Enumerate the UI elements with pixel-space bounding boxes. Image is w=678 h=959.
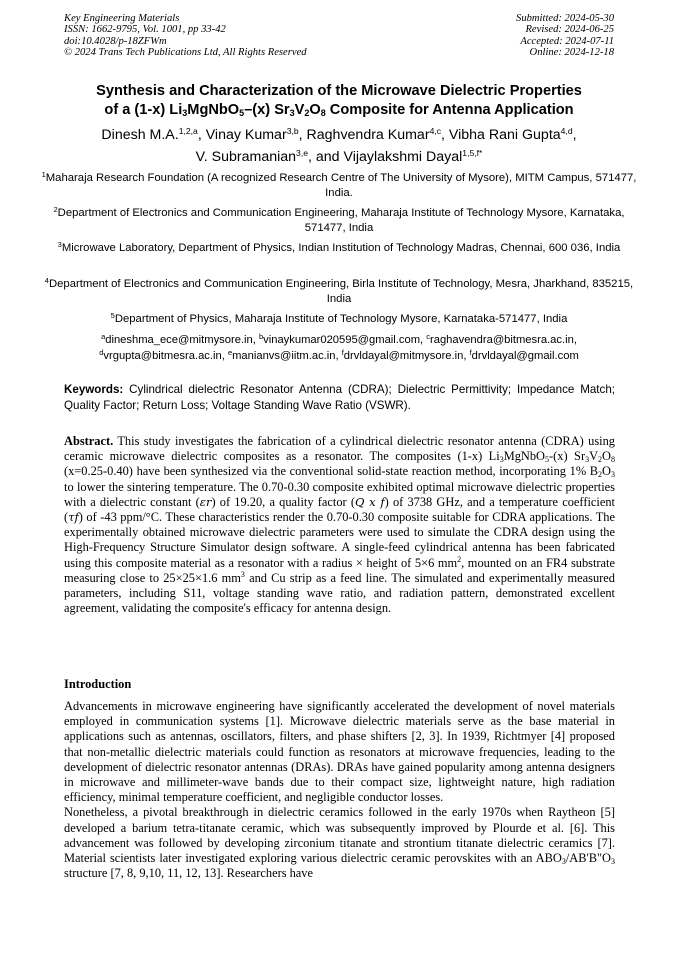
copyright: © 2024 Trans Tech Publications Ltd, All Rights Reserved [64, 46, 307, 58]
abstract-text: V [589, 449, 599, 464]
affiliation-4 [40, 277, 638, 307]
email-list [40, 332, 638, 364]
author-name: , Raghvendra Kumar [298, 127, 430, 143]
intro-text: Nonetheless, a pivotal breakthrough in dielectric ceramics followed in the early 1970s when Raytheon [5] developed a barium tetra-titanate ceramic, which was subsequently improved by Plourde et al. [6]. This advancement was followed by developing zirconium titanate and strontium titanate dielectric ceramics [7]. Material scientists later investigated exploring various dielectric ceramic perovskites with an ABO [64, 805, 615, 866]
affiliation-3 [40, 241, 638, 256]
title-text: O [309, 102, 321, 118]
affil-text: Department of Electronics and Communication Engineering, Maharaja Institute of Technology Mysore, Karnataka, 571477, India [57, 207, 625, 234]
abstract-text: -(x) Sr [549, 449, 586, 464]
subscript: 3 [585, 455, 590, 465]
abstract-text: , mounted on an FR4 substrate measuring close to 25×25×1.6 mm [64, 555, 615, 585]
author-name: , and Vijaylakshmi Dayal [308, 149, 463, 165]
author-affil: 3,e [296, 148, 308, 158]
author-name: Dinesh M.A. [101, 127, 179, 143]
title-line-1: Synthesis and Characterization of the Microwave Dielectric Properties [96, 83, 582, 99]
doi[interactable]: doi:10.4028/p-18ZFWm [64, 35, 167, 47]
author-affil: 3,b [286, 126, 299, 136]
intro-paragraph-1: Advancements in microwave engineering have significantly accelerated the development of novel materials employed in communication systems [1]. Microwave dielectric materials serve as the base material in applications such as antennas, oscillators, filters, and phase shifters [2, 3]. In 1939, Richtmyer [4] proposed that non-metallic dielectric materials could function as resonators at microwave frequencies, leading to the development of dielectric resonator antennas (DRAs). DRAs have gained popularity among antenna designers in microwave and millimeter-wave bands due to their compact size, lightweight nature, high radiation efficiency, minimal temperature coefficient, and negligible conductor losses. [64, 699, 615, 805]
abstract-text: This study investigates the fabrication of a cylindrical dielectric resonator antenna (CDRA) using ceramic microwave dielectric composites as a resonator. The composites (1-x) Li [64, 434, 615, 464]
superscript: 2 [457, 554, 462, 564]
affil-text: Department of Physics, Maharaja Institute of Technology Mysore, Karnataka-571477, India [114, 313, 568, 325]
affil-text: Maharaja Research Foundation (A recognized Research Centre of The University of Mysore), MITM Campus, 571477, India. [45, 172, 637, 199]
dates-header [516, 13, 614, 58]
emails-line-1 [40, 332, 638, 348]
intro-text: /AB'B"O [565, 851, 611, 866]
email-mark: e [227, 348, 233, 357]
math-tau-f: τf [68, 510, 79, 525]
affil-number: 1 [41, 170, 46, 179]
title-text: MgNbO [187, 102, 240, 118]
affil-number: 4 [44, 276, 49, 285]
title-text: of a (1-x) Li [104, 102, 183, 118]
email-mark: d [99, 348, 104, 357]
affil-number: 5 [110, 311, 115, 320]
math-qxf: Q x f [354, 494, 385, 509]
superscript: 3 [240, 569, 245, 579]
online-date: Online: 2024-12-18 [529, 46, 614, 58]
abstract-text: ) of 19.20, a quality factor ( [211, 494, 355, 509]
subscript: 3 [561, 857, 566, 867]
email-link[interactable]: manianvs@iitm.ac.in, [232, 350, 342, 362]
author-name: , Vibha Rani Gupta [441, 127, 561, 143]
author-list [30, 124, 648, 168]
email-mark: a [101, 332, 106, 341]
subscript: 2 [598, 470, 603, 480]
submitted-date: Submitted: 2024-05-30 [516, 13, 614, 24]
email-link[interactable]: dineshma_ece@mitmysore.in, [105, 334, 259, 346]
subscript: 8 [610, 455, 615, 465]
emails-line-2 [40, 348, 638, 364]
paper-title [40, 82, 638, 120]
affil-number: 3 [57, 240, 62, 249]
title-text: Composite for Antenna Application [325, 102, 574, 118]
abstract-text: and Cu strip as a feed line. The simulated and experimentally measured parameters, including S11, voltage standing wave ratio, and radiation pattern, demonstrated excellent agreement, validating the composite's efficacy for antenna design. [64, 570, 616, 616]
affiliation-5 [40, 312, 638, 327]
subscript: 3 [499, 455, 504, 465]
author-affil: 4,d [560, 126, 573, 136]
email-link[interactable]: drvldayal@mitmysore.in, [343, 350, 470, 362]
abstract-text: MgNbO [503, 449, 546, 464]
section-heading-introduction: Introduction [64, 677, 132, 691]
abstract-text: to lower the sintering temperature. The 0.70-0.30 composite exhibited optimal microwave dielectric properties with a dielectric constant ( [64, 479, 615, 509]
abstract-label: Abstract. [64, 434, 114, 448]
author-affil: 1,2,a [178, 126, 198, 136]
subscript: 3 [289, 108, 295, 118]
abstract-text: (x=0.25-0.40) have been synthesized via the conventional solid-state reaction method, incorporating 1% B [64, 464, 599, 479]
keywords-text: Cylindrical dielectric Resonator Antenna (CDRA); Dielectric Permittivity; Impedance Match; Quality Factor; Return Loss; Voltage Standing Wave Ratio (VSWR). [64, 383, 615, 412]
email-link[interactable]: raghavendra@bitmesra.ac.in, [430, 334, 577, 346]
email-mark: f [469, 348, 472, 357]
keywords [64, 382, 615, 414]
introduction-body [64, 699, 615, 881]
email-link[interactable]: vrgupta@bitmesra.ac.in, [103, 350, 228, 362]
title-text: V [294, 102, 305, 118]
subscript: 5 [545, 455, 550, 465]
title-line-2 [40, 101, 638, 120]
abstract-text: O [602, 464, 611, 479]
author-affil: 1,5,f* [462, 148, 483, 158]
email-mark: b [258, 332, 264, 341]
subscript: 3 [611, 470, 615, 480]
subscript: 3 [182, 108, 188, 118]
title-text: –(x) Sr [244, 102, 290, 118]
email-mark: f [341, 348, 344, 357]
revised-date: Revised: 2024-06-25 [525, 24, 614, 36]
affil-text: Department of Electronics and Communication Engineering, Birla Institute of Technology, Mesra, Jharkhand, 835215, India [48, 278, 634, 305]
abstract-text: ) of 3738 GHz, and a temperature coefficient ( [64, 494, 615, 525]
email-mark: c [426, 332, 430, 341]
journal-name: Key Engineering Materials [64, 13, 180, 24]
abstract-text: O [602, 449, 611, 464]
journal-header [64, 13, 307, 58]
subscript: 2 [598, 455, 603, 465]
intro-paragraph-2 [64, 805, 615, 881]
authors-line-2 [30, 146, 648, 168]
author-name: , Vinay Kumar [197, 127, 287, 143]
subscript: 2 [304, 108, 310, 118]
subscript: 8 [320, 108, 326, 118]
email-link[interactable]: vinaykumar020595@gmail.com, [263, 334, 427, 346]
keywords-label: Keywords: [64, 383, 124, 396]
email-link[interactable]: drvldayal@gmail.com [471, 350, 579, 362]
affil-text: Microwave Laboratory, Department of Physics, Indian Institution of Technology Madras, Chennai, 600 036, India [61, 242, 621, 254]
accepted-date: Accepted: 2024-07-11 [520, 35, 614, 47]
intro-text: structure [7, 8, 9,10, 11, 12, 13]. Researchers have [64, 866, 313, 881]
math-epsilon-r: εr [199, 494, 212, 509]
abstract [64, 434, 615, 616]
author-affil: 4,c [429, 126, 442, 136]
abstract-text: ) of -43 ppm/°C. These characteristics render the 0.70-0.30 composite suitable for CDRA applications. The experimentally obtained microwave dielectric parameters were used to simulate the CDRA design using the High-Frequency Structure Simulator design software. A single-feed cylindrical antenna has been fabricated using this composite material as a resonator with a radius × height of 5×6 mm [64, 510, 615, 570]
subscript: 5 [239, 108, 245, 118]
author-sep: , [572, 127, 577, 143]
issn: ISSN: 1662-9795, Vol. 1001, pp 33-42 [64, 24, 226, 36]
affiliation-2 [40, 206, 638, 236]
subscript: 3 [611, 857, 615, 867]
affiliation-1 [40, 171, 638, 201]
authors-line-1 [30, 124, 648, 146]
affil-number: 2 [53, 205, 58, 214]
author-name: V. Subramanian [195, 149, 297, 165]
